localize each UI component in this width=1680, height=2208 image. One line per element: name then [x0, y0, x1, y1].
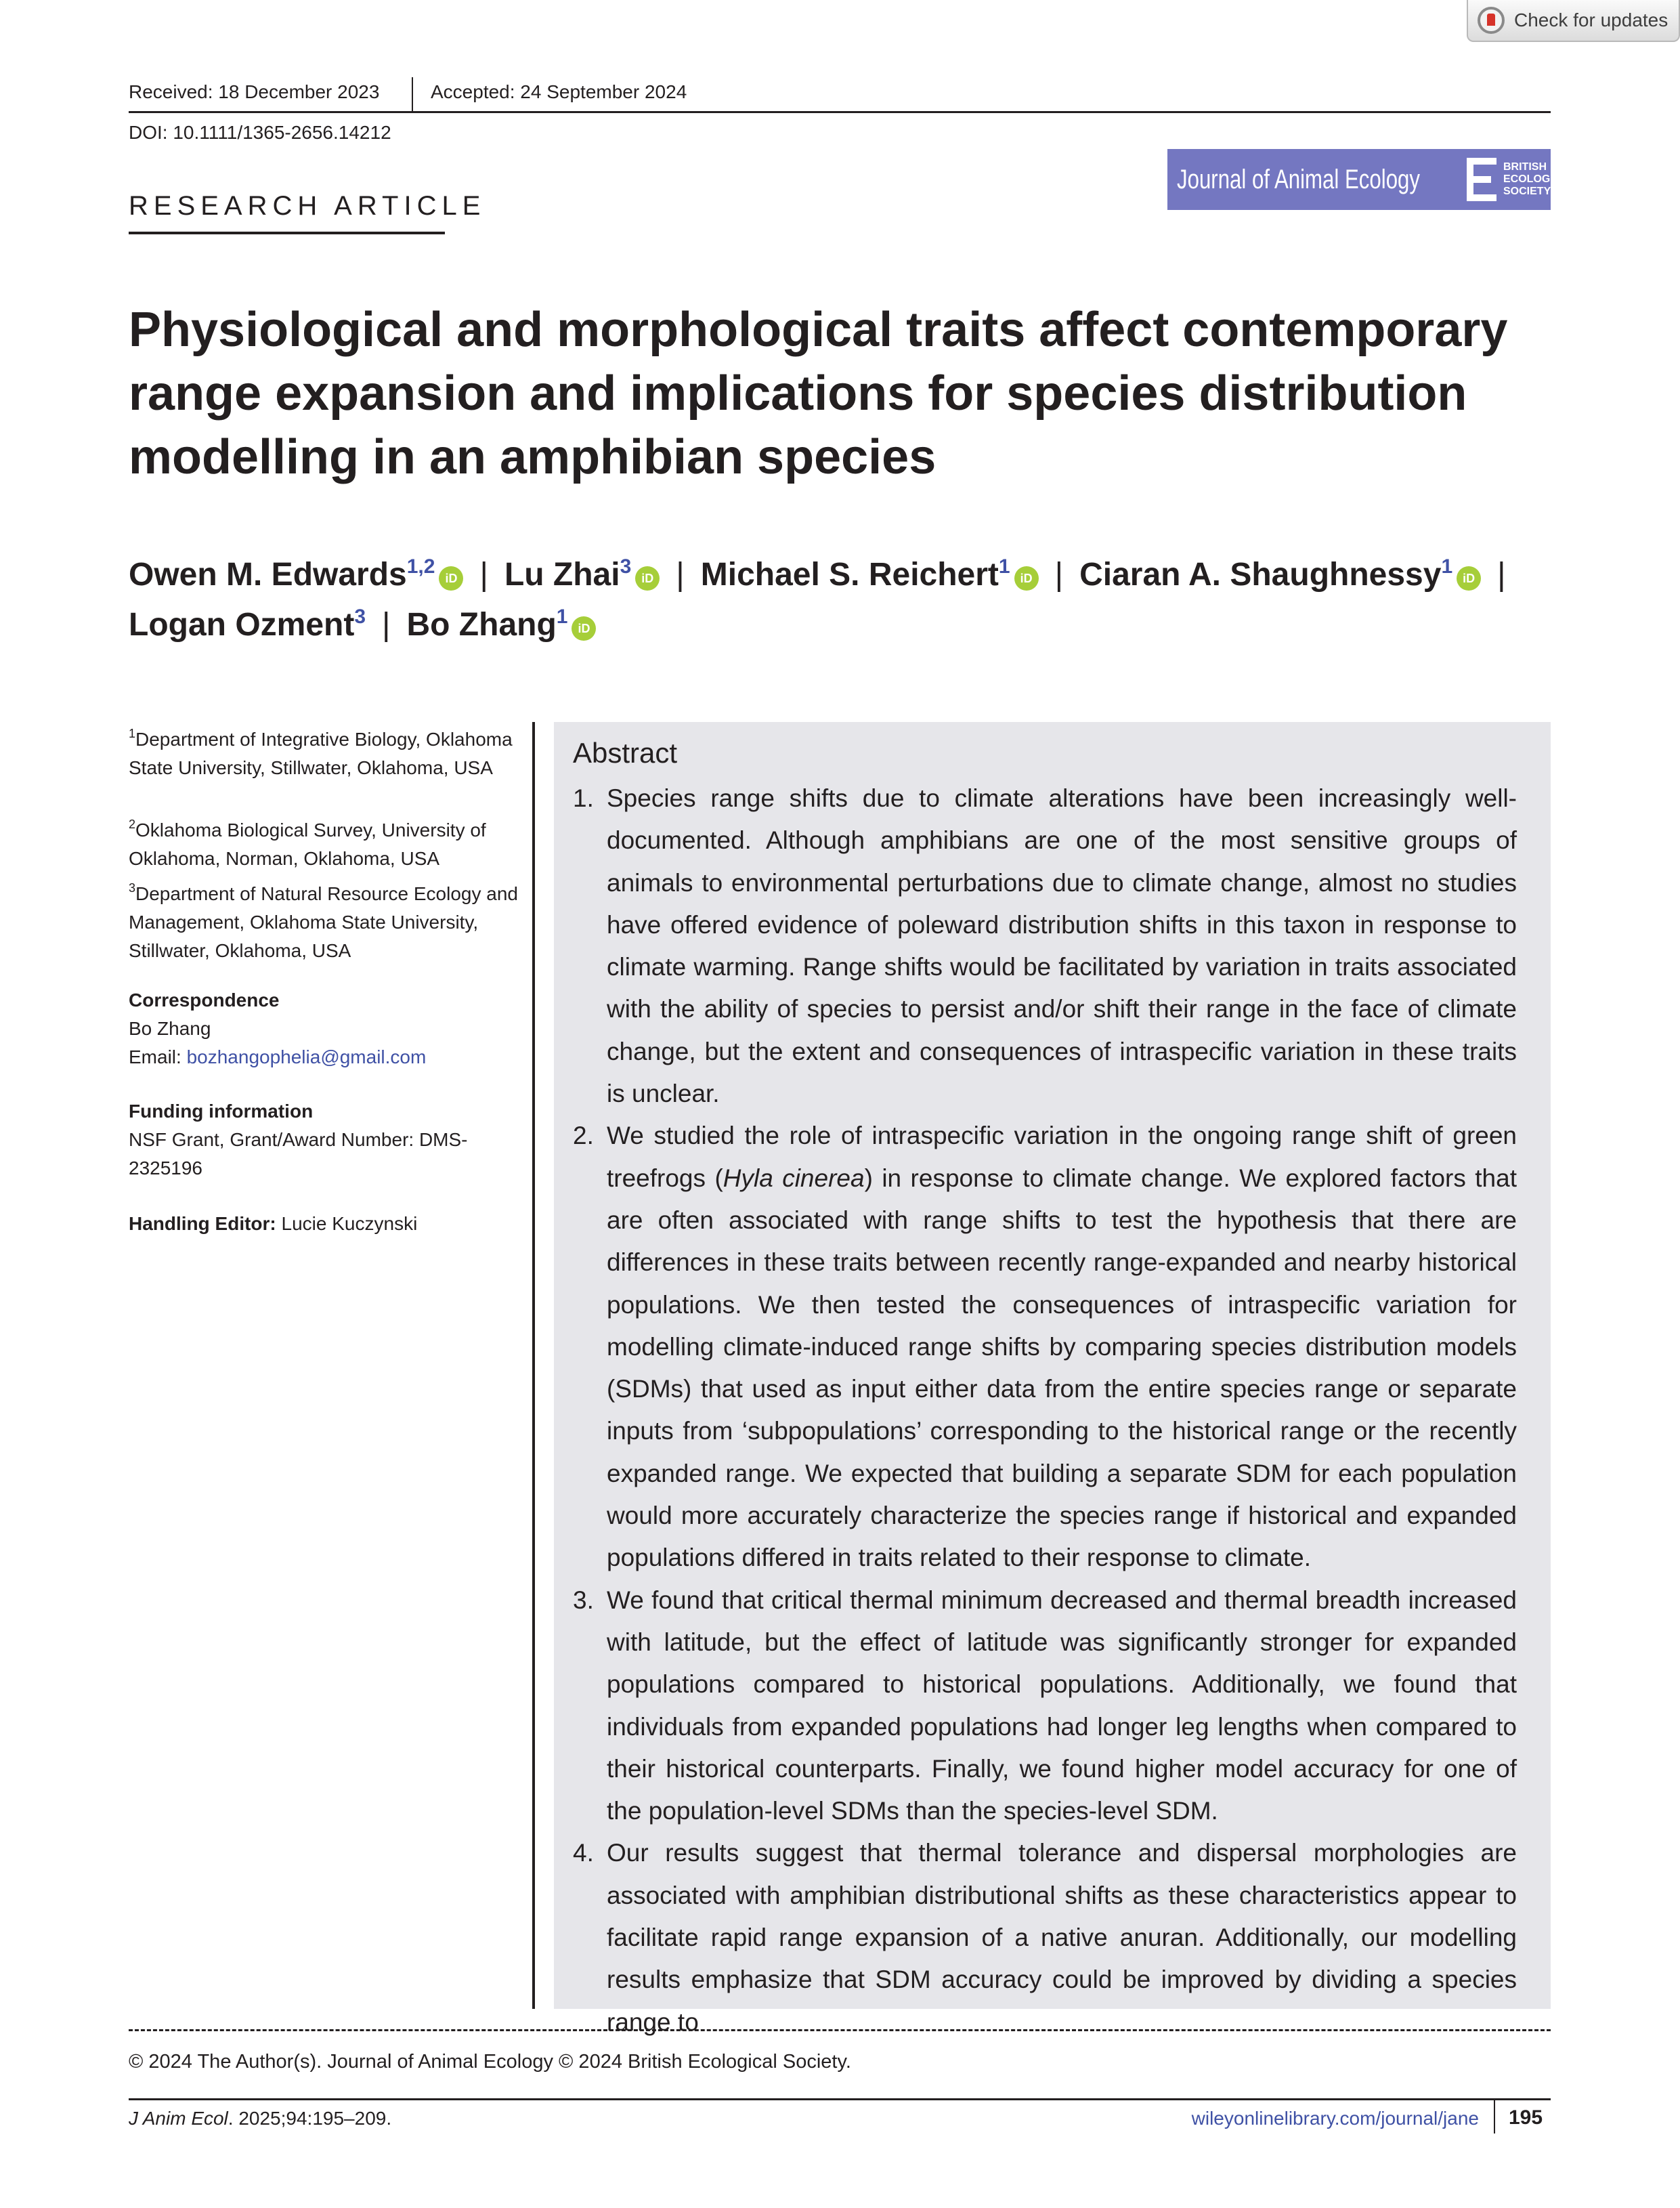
correspondence: [129, 986, 521, 1071]
author-name[interactable]: Ciaran A. Shaughnessy: [1079, 557, 1442, 593]
header-rule: [129, 111, 1551, 113]
author-separator: |: [1497, 557, 1506, 593]
abstract-item: [573, 1115, 1517, 1579]
author-affiliation: 3: [620, 555, 632, 578]
author-separator: |: [676, 557, 685, 593]
affiliation: [129, 810, 521, 873]
article-type-underline: [129, 232, 445, 234]
orcid-icon[interactable]: iD: [1457, 566, 1481, 591]
author-separator: |: [382, 607, 391, 643]
author-name[interactable]: Michael S. Reichert: [700, 557, 999, 593]
page-number-divider: [1494, 2100, 1495, 2133]
author-affiliation: 3: [354, 606, 366, 628]
author-affiliation: 1: [556, 606, 568, 628]
species-name: Hyla cinerea: [723, 1164, 865, 1192]
citation-volume: . 2025;94:195–209.: [228, 2108, 392, 2129]
author-list-continued: [129, 606, 596, 643]
abstract-heading: Abstract: [573, 737, 678, 769]
correspondence-heading: Correspondence: [129, 990, 280, 1011]
email-link[interactable]: bozhangophelia@gmail.com: [186, 1046, 427, 1067]
society-line: SOCIETY: [1503, 186, 1551, 197]
item-text: We found that critical thermal minimum decreased and thermal breadth increased with latitude, but the effect of latitude was significantly stronger for expanded populations compared to historical populations. Additionally, we found that individuals from expanded populations had longer leg lengths when compared to their historical counterparts. Finally, we found higher model accuracy for one of the population-level SDMs than the species-level SDM.: [607, 1586, 1517, 1825]
page-number: 195: [1509, 2106, 1543, 2129]
item-number: 2.: [573, 1122, 594, 1150]
article-type: RESEARCH ARTICLE: [129, 191, 486, 221]
author-affiliation: 1: [1441, 555, 1453, 578]
bes-e-icon: [1467, 158, 1496, 201]
funding: [129, 1097, 521, 1183]
bookmark-icon: [1478, 7, 1505, 34]
affiliation-number: 3: [129, 881, 136, 895]
footer-dashed-rule: [129, 2029, 1551, 2031]
orcid-icon[interactable]: iD: [1014, 566, 1039, 591]
affiliation-text: Department of Natural Resource Ecology and Management, Oklahoma State University, Stillwater, Oklahoma, USA: [129, 883, 518, 961]
funding-text: NSF Grant, Grant/Award Number: DMS-2325196: [129, 1129, 468, 1179]
citation-journal: J Anim Ecol: [129, 2108, 228, 2129]
affiliation-number: 1: [129, 727, 136, 740]
footer-rule: [129, 2098, 1551, 2100]
society-line: ECOLOGICAL: [1503, 173, 1576, 185]
funding-heading: Funding information: [129, 1101, 314, 1122]
abstract-item: [573, 1579, 1517, 1833]
affiliation: [129, 719, 521, 782]
accepted-date: Accepted: 24 September 2024: [431, 81, 687, 102]
bes-logo: [1467, 158, 1576, 201]
orcid-icon[interactable]: iD: [635, 566, 660, 591]
item-number: 4.: [573, 1839, 594, 1867]
email-label: Email:: [129, 1046, 187, 1067]
handling-editor-name: Lucie Kuczynski: [281, 1213, 418, 1234]
orcid-icon[interactable]: iD: [572, 616, 596, 641]
society-line: BRITISH: [1503, 161, 1547, 173]
copyright: © 2024 The Author(s). Journal of Animal Ecology © 2024 British Ecological Society.: [129, 2051, 851, 2073]
author-name[interactable]: Logan Ozment: [129, 607, 355, 643]
handling-editor: [129, 1210, 521, 1238]
author-affiliation: 1,2: [406, 555, 435, 578]
author-name[interactable]: Lu Zhai: [504, 557, 620, 593]
author-affiliation: 1: [998, 555, 1010, 578]
author-separator: |: [1054, 557, 1064, 593]
citation: [129, 2108, 391, 2129]
author-separator: |: [479, 557, 488, 593]
journal-logo[interactable]: [1167, 149, 1576, 210]
affiliation-text: Department of Integrative Biology, Oklahoma State University, Stillwater, Oklahoma, USA: [129, 729, 513, 778]
item-number: 3.: [573, 1586, 594, 1614]
handling-editor-label: Handling Editor:: [129, 1213, 282, 1234]
abstract-item: [573, 1832, 1517, 2043]
article-title: Physiological and morphological traits affect contemporary range expansion and implications for species distribution modelling in an amphibian species: [129, 303, 1508, 484]
column-divider: [532, 722, 535, 2009]
item-number: 1.: [573, 784, 594, 812]
abstract-list: [573, 778, 1517, 2043]
affiliation-text: Oklahoma Biological Survey, University of Oklahoma, Norman, Oklahoma, USA: [129, 820, 486, 869]
item-text: Species range shifts due to climate alterations have been increasingly well-documented. Although amphibians are one of the most sensitive groups of animals to environmental perturbations due to climate change, almost no studies have offered evidence of poleward distribution shifts in this taxon in response to climate warming. Range shifts would be facilitated by variation in traits associated with the ability of species to persist and/or shift their range in the face of climate change, but the extent and consequences of intraspecific variation in these traits is unclear.: [607, 784, 1517, 1108]
journal-url-link[interactable]: wileyonlinelibrary.com/journal/jane: [1191, 2108, 1479, 2129]
author-list: [129, 555, 1522, 593]
affiliation-number: 2: [129, 818, 136, 831]
item-text: Our results suggest that thermal tolerance and dispersal morphologies are associated with amphibian distributional shifts as these characteristics appear to facilitate rapid range expansion of a native anuran. Additionally, our modelling results emphasize that SDM accuracy could be improved by dividing a species range to: [607, 1839, 1517, 2036]
received-date: Received: 18 December 2023: [129, 81, 380, 102]
item-text: ) in response to climate change. We explored factors that are often associated with range shifts to test the hypothesis that there are differences in these traits between recently range-expanded and nearby historical populations. We then tested the consequences of intraspecific variation for modelling climate-induced range shifts by comparing species distribution models (SDMs) that used as input either data from the entire species range or separate inputs from ‘subpopulations’ corresponding to the historical range or the recently expanded range. We expected that building a separate SDM for each population would more accurately characterize the species range if historical and expanded populations differed in traits related to their response to climate.: [607, 1164, 1517, 1572]
journal-name: Journal of Animal Ecology: [1177, 164, 1421, 194]
correspondence-name: Bo Zhang: [129, 1018, 211, 1039]
doi: DOI: 10.1111/1365-2656.14212: [129, 122, 391, 143]
affiliation: [129, 874, 521, 965]
check-for-updates-label: Check for updates: [1514, 9, 1668, 30]
abstract-item: [573, 778, 1517, 1115]
author-name[interactable]: Bo Zhang: [406, 607, 557, 643]
author-name[interactable]: Owen M. Edwards: [129, 557, 407, 593]
orcid-icon[interactable]: iD: [439, 566, 463, 591]
item-text: We studied the role of intraspecific variation in the ongoing range shift of green treefrogs (: [607, 1122, 1517, 1192]
header-divider: [412, 77, 413, 111]
check-for-updates-button[interactable]: [1467, 0, 1680, 42]
